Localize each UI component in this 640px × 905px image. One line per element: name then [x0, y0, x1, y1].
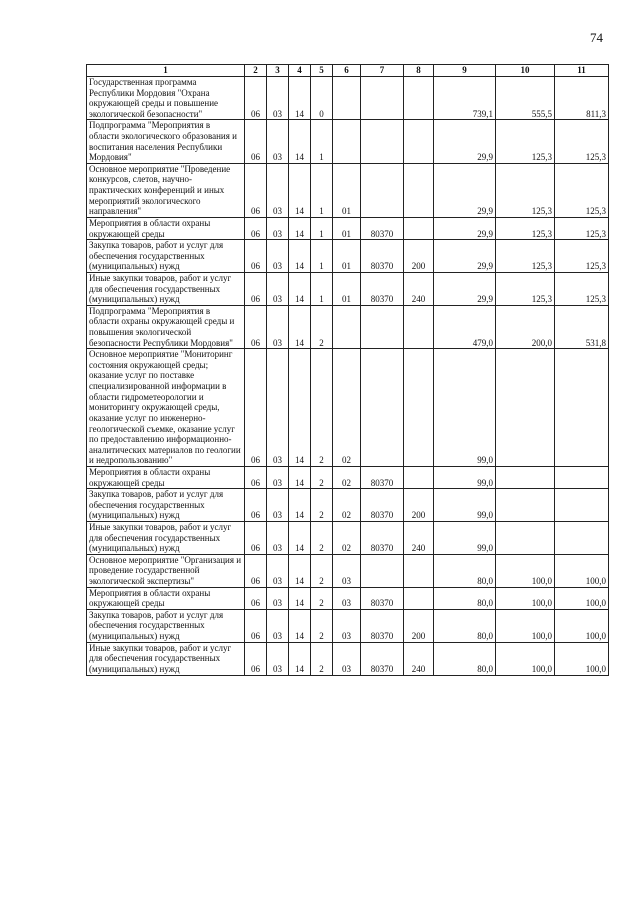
activity-code-cell: 01	[333, 217, 361, 239]
table-row	[87, 609, 609, 642]
section-code-cell: 06	[245, 587, 267, 609]
row-name-cell: Мероприятия в области охраны окружающей среды	[87, 587, 245, 609]
value-cell-col11: 100,0	[555, 554, 609, 587]
expense-type-cell	[404, 587, 434, 609]
expense-type-cell	[404, 305, 434, 348]
expense-type-cell	[404, 120, 434, 163]
table-row	[87, 642, 609, 675]
section-code-cell: 06	[245, 217, 267, 239]
value-cell-col9: 739,1	[434, 77, 496, 120]
subprogram-code-cell: 2	[311, 305, 333, 348]
value-cell-col11	[555, 349, 609, 467]
subprogram-code-cell: 2	[311, 521, 333, 554]
section-code-cell: 06	[245, 240, 267, 273]
subsection-code-cell: 03	[267, 217, 289, 239]
header-cell: 1	[87, 65, 245, 77]
budget-table	[86, 64, 609, 676]
row-name-cell: Мероприятия в области охраны окружающей среды	[87, 217, 245, 239]
direction-code-cell: 80370	[361, 217, 404, 239]
row-name-cell: Закупка товаров, работ и услуг для обеспечения государственных (муниципальных) нужд	[87, 489, 245, 522]
row-name-cell: Подпрограмма "Мероприятия в области охраны окружающей среды и повышения экологической безопасности Республики Мордовия"	[87, 305, 245, 348]
program-code-cell: 14	[289, 240, 311, 273]
value-cell-col9: 99,0	[434, 521, 496, 554]
value-cell-col11: 125,3	[555, 272, 609, 305]
value-cell-col11: 531,8	[555, 305, 609, 348]
subsection-code-cell: 03	[267, 587, 289, 609]
value-cell-col9: 99,0	[434, 489, 496, 522]
table-row	[87, 489, 609, 522]
activity-code-cell: 02	[333, 489, 361, 522]
subprogram-code-cell: 2	[311, 489, 333, 522]
value-cell-col10: 200,0	[496, 305, 555, 348]
subprogram-code-cell: 2	[311, 349, 333, 467]
row-name-cell: Основное мероприятие "Организация и проведение государственной экологической экспертизы"	[87, 554, 245, 587]
section-code-cell: 06	[245, 609, 267, 642]
section-code-cell: 06	[245, 466, 267, 488]
table-row	[87, 554, 609, 587]
section-code-cell: 06	[245, 120, 267, 163]
row-name-cell: Иные закупки товаров, работ и услуг для обеспечения государственных (муниципальных) нужд	[87, 521, 245, 554]
value-cell-col9: 29,9	[434, 240, 496, 273]
value-cell-col11: 100,0	[555, 642, 609, 675]
value-cell-col10: 125,3	[496, 240, 555, 273]
value-cell-col9: 99,0	[434, 349, 496, 467]
header-cell: 4	[289, 65, 311, 77]
direction-code-cell: 80370	[361, 240, 404, 273]
value-cell-col9: 479,0	[434, 305, 496, 348]
expense-type-cell: 200	[404, 489, 434, 522]
expense-type-cell	[404, 349, 434, 467]
header-cell: 11	[555, 65, 609, 77]
row-name-cell: Подпрограмма "Мероприятия в области экологического образования и воспитания населения Республики Мордовия"	[87, 120, 245, 163]
expense-type-cell: 240	[404, 272, 434, 305]
row-name-cell: Иные закупки товаров, работ и услуг для обеспечения государственных (муниципальных) нужд	[87, 272, 245, 305]
subsection-code-cell: 03	[267, 521, 289, 554]
header-row	[87, 65, 609, 77]
value-cell-col10: 555,5	[496, 77, 555, 120]
subprogram-code-cell: 2	[311, 466, 333, 488]
subprogram-code-cell: 2	[311, 554, 333, 587]
direction-code-cell: 80370	[361, 521, 404, 554]
activity-code-cell	[333, 120, 361, 163]
direction-code-cell	[361, 120, 404, 163]
header-cell: 2	[245, 65, 267, 77]
subsection-code-cell: 03	[267, 240, 289, 273]
subprogram-code-cell: 0	[311, 77, 333, 120]
direction-code-cell: 80370	[361, 466, 404, 488]
activity-code-cell: 03	[333, 587, 361, 609]
subsection-code-cell: 03	[267, 554, 289, 587]
section-code-cell: 06	[245, 77, 267, 120]
value-cell-col11	[555, 521, 609, 554]
program-code-cell: 14	[289, 521, 311, 554]
row-name-cell: Мероприятия в области охраны окружающей среды	[87, 466, 245, 488]
activity-code-cell: 02	[333, 466, 361, 488]
subsection-code-cell: 03	[267, 466, 289, 488]
value-cell-col10: 100,0	[496, 609, 555, 642]
subprogram-code-cell: 1	[311, 272, 333, 305]
program-code-cell: 14	[289, 163, 311, 217]
row-name-cell: Основное мероприятие "Проведение конкурсов, слетов, научно-практических конференций и иных мероприятий экологического направления"	[87, 163, 245, 217]
subsection-code-cell: 03	[267, 120, 289, 163]
expense-type-cell: 200	[404, 240, 434, 273]
header-cell: 3	[267, 65, 289, 77]
activity-code-cell: 01	[333, 240, 361, 273]
direction-code-cell	[361, 554, 404, 587]
section-code-cell: 06	[245, 642, 267, 675]
value-cell-col9: 29,9	[434, 163, 496, 217]
expense-type-cell	[404, 466, 434, 488]
header-cell: 6	[333, 65, 361, 77]
value-cell-col9: 29,9	[434, 272, 496, 305]
row-name-cell: Основное мероприятие "Мониторинг состояния окружающей среды; оказание услуг по поставке специализированной информации в области гидрометеорологии и мониторингу окружающей среды, оказание услуг по инженерно-геологической съемке, оказание услуг по предоставлению информационно-аналитических материалов по геологии и недропользованию"	[87, 349, 245, 467]
table-row	[87, 521, 609, 554]
value-cell-col11	[555, 489, 609, 522]
expense-type-cell: 240	[404, 521, 434, 554]
activity-code-cell: 03	[333, 609, 361, 642]
subsection-code-cell: 03	[267, 163, 289, 217]
row-name-cell: Иные закупки товаров, работ и услуг для обеспечения государственных (муниципальных) нужд	[87, 642, 245, 675]
program-code-cell: 14	[289, 587, 311, 609]
program-code-cell: 14	[289, 272, 311, 305]
activity-code-cell: 03	[333, 642, 361, 675]
subsection-code-cell: 03	[267, 272, 289, 305]
expense-type-cell: 200	[404, 609, 434, 642]
direction-code-cell: 80370	[361, 272, 404, 305]
expense-type-cell	[404, 217, 434, 239]
value-cell-col11: 125,3	[555, 163, 609, 217]
header-cell: 10	[496, 65, 555, 77]
activity-code-cell: 02	[333, 521, 361, 554]
value-cell-col10: 100,0	[496, 587, 555, 609]
value-cell-col10: 125,3	[496, 163, 555, 217]
value-cell-col9: 80,0	[434, 642, 496, 675]
value-cell-col9: 29,9	[434, 120, 496, 163]
activity-code-cell	[333, 305, 361, 348]
value-cell-col9: 29,9	[434, 217, 496, 239]
value-cell-col10	[496, 489, 555, 522]
direction-code-cell: 80370	[361, 642, 404, 675]
value-cell-col10	[496, 466, 555, 488]
value-cell-col11: 100,0	[555, 609, 609, 642]
value-cell-col10	[496, 521, 555, 554]
table-row	[87, 587, 609, 609]
activity-code-cell: 01	[333, 163, 361, 217]
table-row	[87, 466, 609, 488]
table-row	[87, 120, 609, 163]
value-cell-col9: 80,0	[434, 554, 496, 587]
expense-type-cell: 240	[404, 642, 434, 675]
value-cell-col11: 100,0	[555, 587, 609, 609]
section-code-cell: 06	[245, 349, 267, 467]
header-cell: 5	[311, 65, 333, 77]
table-body	[87, 77, 609, 676]
subprogram-code-cell: 2	[311, 642, 333, 675]
program-code-cell: 14	[289, 120, 311, 163]
row-name-cell: Государственная программа Республики Мордовия "Охрана окружающей среды и повышение экологической безопасности"	[87, 77, 245, 120]
header-cell: 8	[404, 65, 434, 77]
section-code-cell: 06	[245, 272, 267, 305]
value-cell-col9: 80,0	[434, 609, 496, 642]
expense-type-cell	[404, 77, 434, 120]
program-code-cell: 14	[289, 305, 311, 348]
subprogram-code-cell: 1	[311, 120, 333, 163]
direction-code-cell	[361, 349, 404, 467]
subprogram-code-cell: 1	[311, 240, 333, 273]
program-code-cell: 14	[289, 77, 311, 120]
table-row	[87, 77, 609, 120]
value-cell-col10: 125,3	[496, 272, 555, 305]
subsection-code-cell: 03	[267, 305, 289, 348]
direction-code-cell: 80370	[361, 609, 404, 642]
row-name-cell: Закупка товаров, работ и услуг для обеспечения государственных (муниципальных) нужд	[87, 609, 245, 642]
expense-type-cell	[404, 163, 434, 217]
value-cell-col10: 100,0	[496, 554, 555, 587]
value-cell-col11: 125,3	[555, 217, 609, 239]
section-code-cell: 06	[245, 521, 267, 554]
table-row	[87, 217, 609, 239]
value-cell-col9: 99,0	[434, 466, 496, 488]
header-cell: 7	[361, 65, 404, 77]
subsection-code-cell: 03	[267, 77, 289, 120]
subprogram-code-cell: 2	[311, 609, 333, 642]
value-cell-col11: 125,3	[555, 120, 609, 163]
table-row	[87, 240, 609, 273]
table-row	[87, 305, 609, 348]
program-code-cell: 14	[289, 609, 311, 642]
value-cell-col11: 125,3	[555, 240, 609, 273]
section-code-cell: 06	[245, 554, 267, 587]
subsection-code-cell: 03	[267, 609, 289, 642]
subsection-code-cell: 03	[267, 642, 289, 675]
row-name-cell: Закупка товаров, работ и услуг для обеспечения государственных (муниципальных) нужд	[87, 240, 245, 273]
activity-code-cell: 03	[333, 554, 361, 587]
subprogram-code-cell: 1	[311, 163, 333, 217]
section-code-cell: 06	[245, 489, 267, 522]
activity-code-cell: 02	[333, 349, 361, 467]
table-row	[87, 349, 609, 467]
direction-code-cell: 80370	[361, 489, 404, 522]
direction-code-cell: 80370	[361, 587, 404, 609]
value-cell-col10: 125,3	[496, 217, 555, 239]
table-row	[87, 272, 609, 305]
subprogram-code-cell: 1	[311, 217, 333, 239]
program-code-cell: 14	[289, 349, 311, 467]
value-cell-col9: 80,0	[434, 587, 496, 609]
section-code-cell: 06	[245, 305, 267, 348]
value-cell-col11: 811,3	[555, 77, 609, 120]
direction-code-cell	[361, 77, 404, 120]
program-code-cell: 14	[289, 489, 311, 522]
value-cell-col10: 125,3	[496, 120, 555, 163]
program-code-cell: 14	[289, 554, 311, 587]
value-cell-col10	[496, 349, 555, 467]
header-cell: 9	[434, 65, 496, 77]
subsection-code-cell: 03	[267, 349, 289, 467]
subprogram-code-cell: 2	[311, 587, 333, 609]
page-number: 74	[590, 30, 603, 45]
subsection-code-cell: 03	[267, 489, 289, 522]
program-code-cell: 14	[289, 466, 311, 488]
table-row	[87, 163, 609, 217]
direction-code-cell	[361, 305, 404, 348]
value-cell-col11	[555, 466, 609, 488]
expense-type-cell	[404, 554, 434, 587]
direction-code-cell	[361, 163, 404, 217]
program-code-cell: 14	[289, 642, 311, 675]
section-code-cell: 06	[245, 163, 267, 217]
activity-code-cell: 01	[333, 272, 361, 305]
activity-code-cell	[333, 77, 361, 120]
value-cell-col10: 100,0	[496, 642, 555, 675]
program-code-cell: 14	[289, 217, 311, 239]
